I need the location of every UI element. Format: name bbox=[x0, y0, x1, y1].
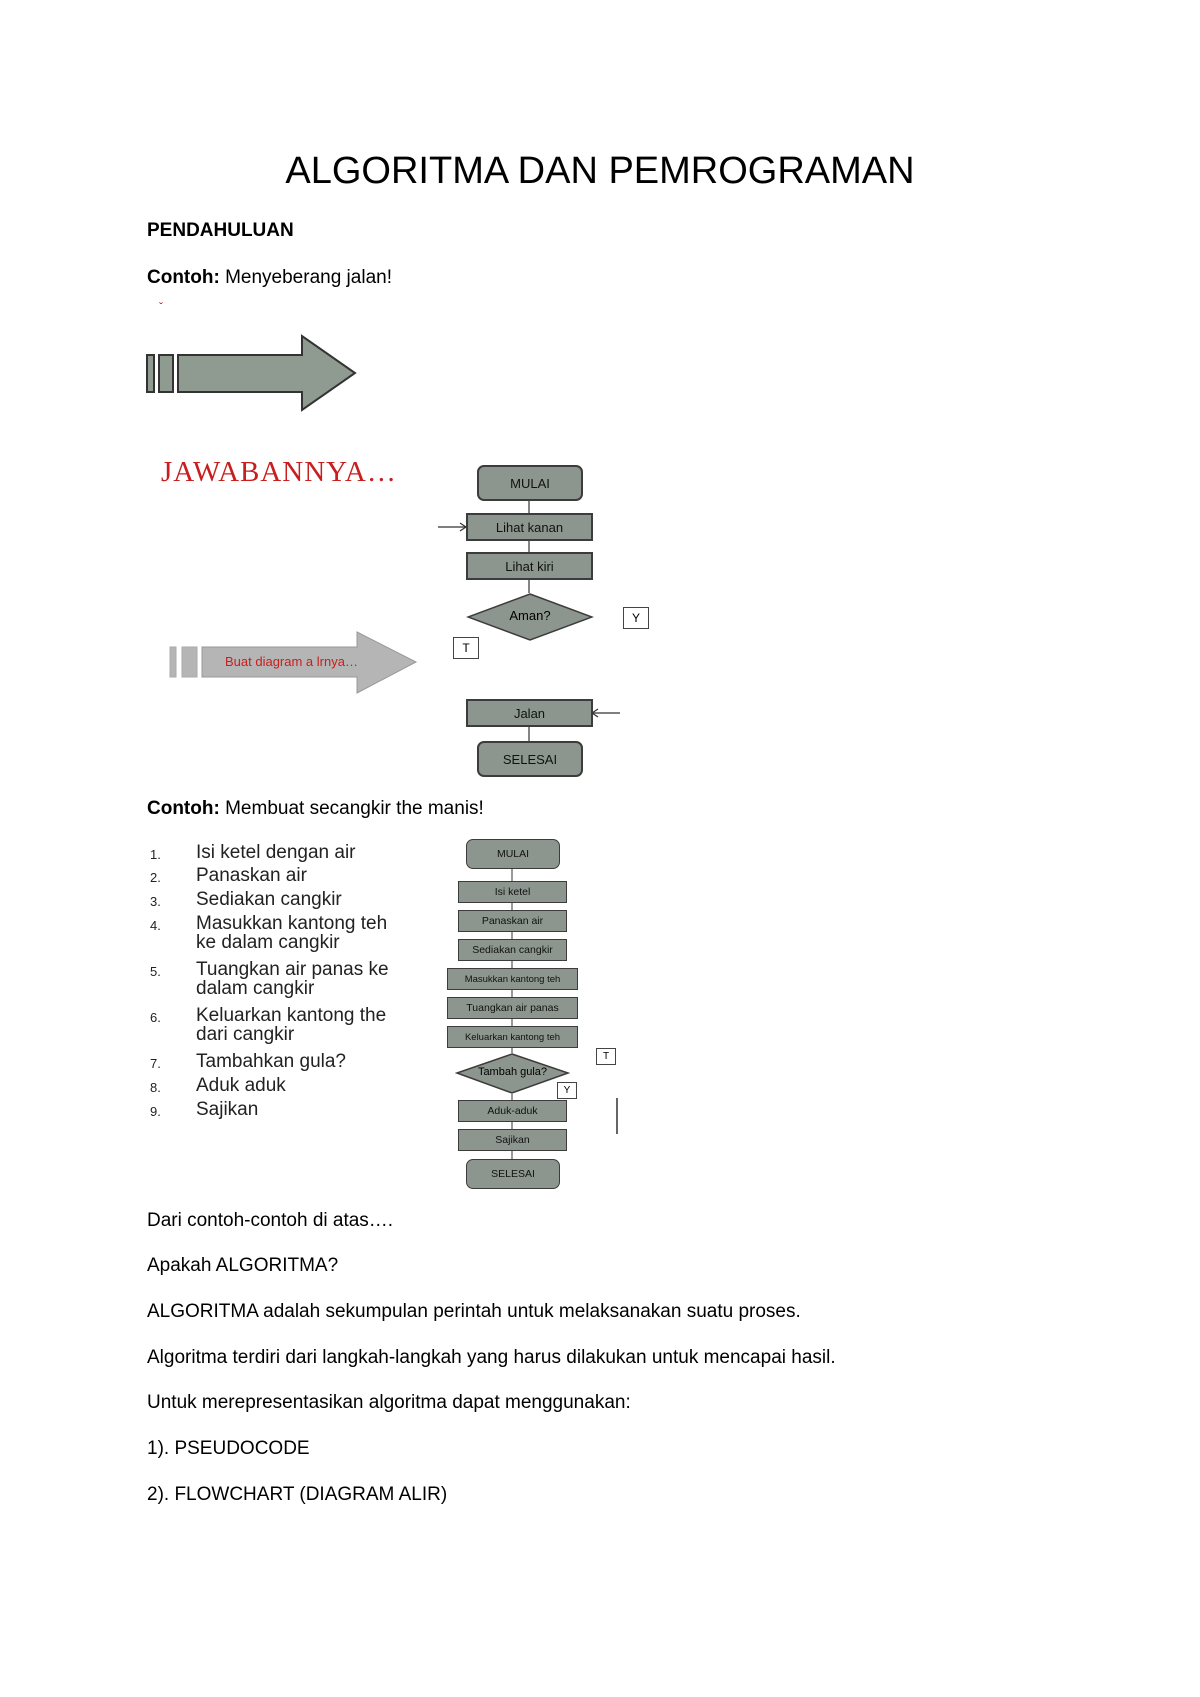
flow2-step-serve: Sajikan bbox=[458, 1129, 567, 1151]
section-heading: PENDAHULUAN bbox=[147, 220, 294, 241]
flow1-no-label: T bbox=[453, 637, 479, 659]
example-1-label: Contoh: bbox=[147, 267, 220, 288]
flow2-step-prepare-cup: Sediakan cangkir bbox=[458, 939, 567, 961]
flow1-end: SELESAI bbox=[477, 741, 583, 777]
paragraph: ALGORITMA adalah sekumpulan perintah untuk melaksanakan suatu proses. bbox=[147, 1301, 801, 1322]
flow2-no-label: T bbox=[596, 1048, 616, 1065]
paragraph: Algoritma terdiri dari langkah-langkah yang harus dilakukan untuk mencapai hasil. bbox=[147, 1347, 836, 1368]
flow2-step-fill-kettle: Isi ketel bbox=[458, 881, 567, 903]
flow1-yes-label: Y bbox=[623, 607, 649, 629]
flow1-walk: Jalan bbox=[466, 699, 593, 727]
flow2-decision-label: Tambah gula? bbox=[477, 1066, 548, 1078]
arrow-caption: Buat diagram a lrnya… bbox=[225, 654, 358, 669]
flow1-decision-label: Aman? bbox=[509, 608, 551, 623]
paragraph: 2). FLOWCHART (DIAGRAM ALIR) bbox=[147, 1484, 448, 1505]
flow2-end: SELESAI bbox=[466, 1159, 560, 1189]
flow1-look-right: Lihat kanan bbox=[466, 513, 593, 541]
flow2-step-pour-water: Tuangkan air panas bbox=[447, 997, 578, 1019]
flow2-step-insert-teabag: Masukkan kantong teh bbox=[447, 968, 578, 990]
flow1-look-left: Lihat kiri bbox=[466, 552, 593, 580]
flow2-step-stir: Aduk-aduk bbox=[458, 1100, 567, 1122]
flow2-yes-label: Y bbox=[557, 1082, 577, 1099]
paragraph: 1). PSEUDOCODE bbox=[147, 1438, 310, 1459]
example-2-label: Contoh: bbox=[147, 798, 220, 819]
flow2-step-heat-water: Panaskan air bbox=[458, 910, 567, 932]
answer-heading: JAWABANNYA… bbox=[161, 456, 397, 488]
example-1-body: Menyeberang jalan! bbox=[219, 267, 392, 288]
flow2-step-remove-teabag: Keluarkan kantong teh bbox=[447, 1026, 578, 1048]
flow1-start: MULAI bbox=[477, 465, 583, 501]
example-2-body: Membuat secangkir the manis! bbox=[219, 798, 484, 819]
paragraph: Apakah ALGORITMA? bbox=[147, 1255, 339, 1276]
page-title: ALGORITMA DAN PEMROGRAMAN bbox=[285, 150, 915, 192]
paragraph: Dari contoh-contoh di atas…. bbox=[147, 1210, 394, 1231]
red-mark-icon: ˇ bbox=[159, 300, 163, 314]
flow2-start: MULAI bbox=[466, 839, 560, 869]
paragraph: Untuk merepresentasikan algoritma dapat menggunakan: bbox=[147, 1392, 631, 1413]
